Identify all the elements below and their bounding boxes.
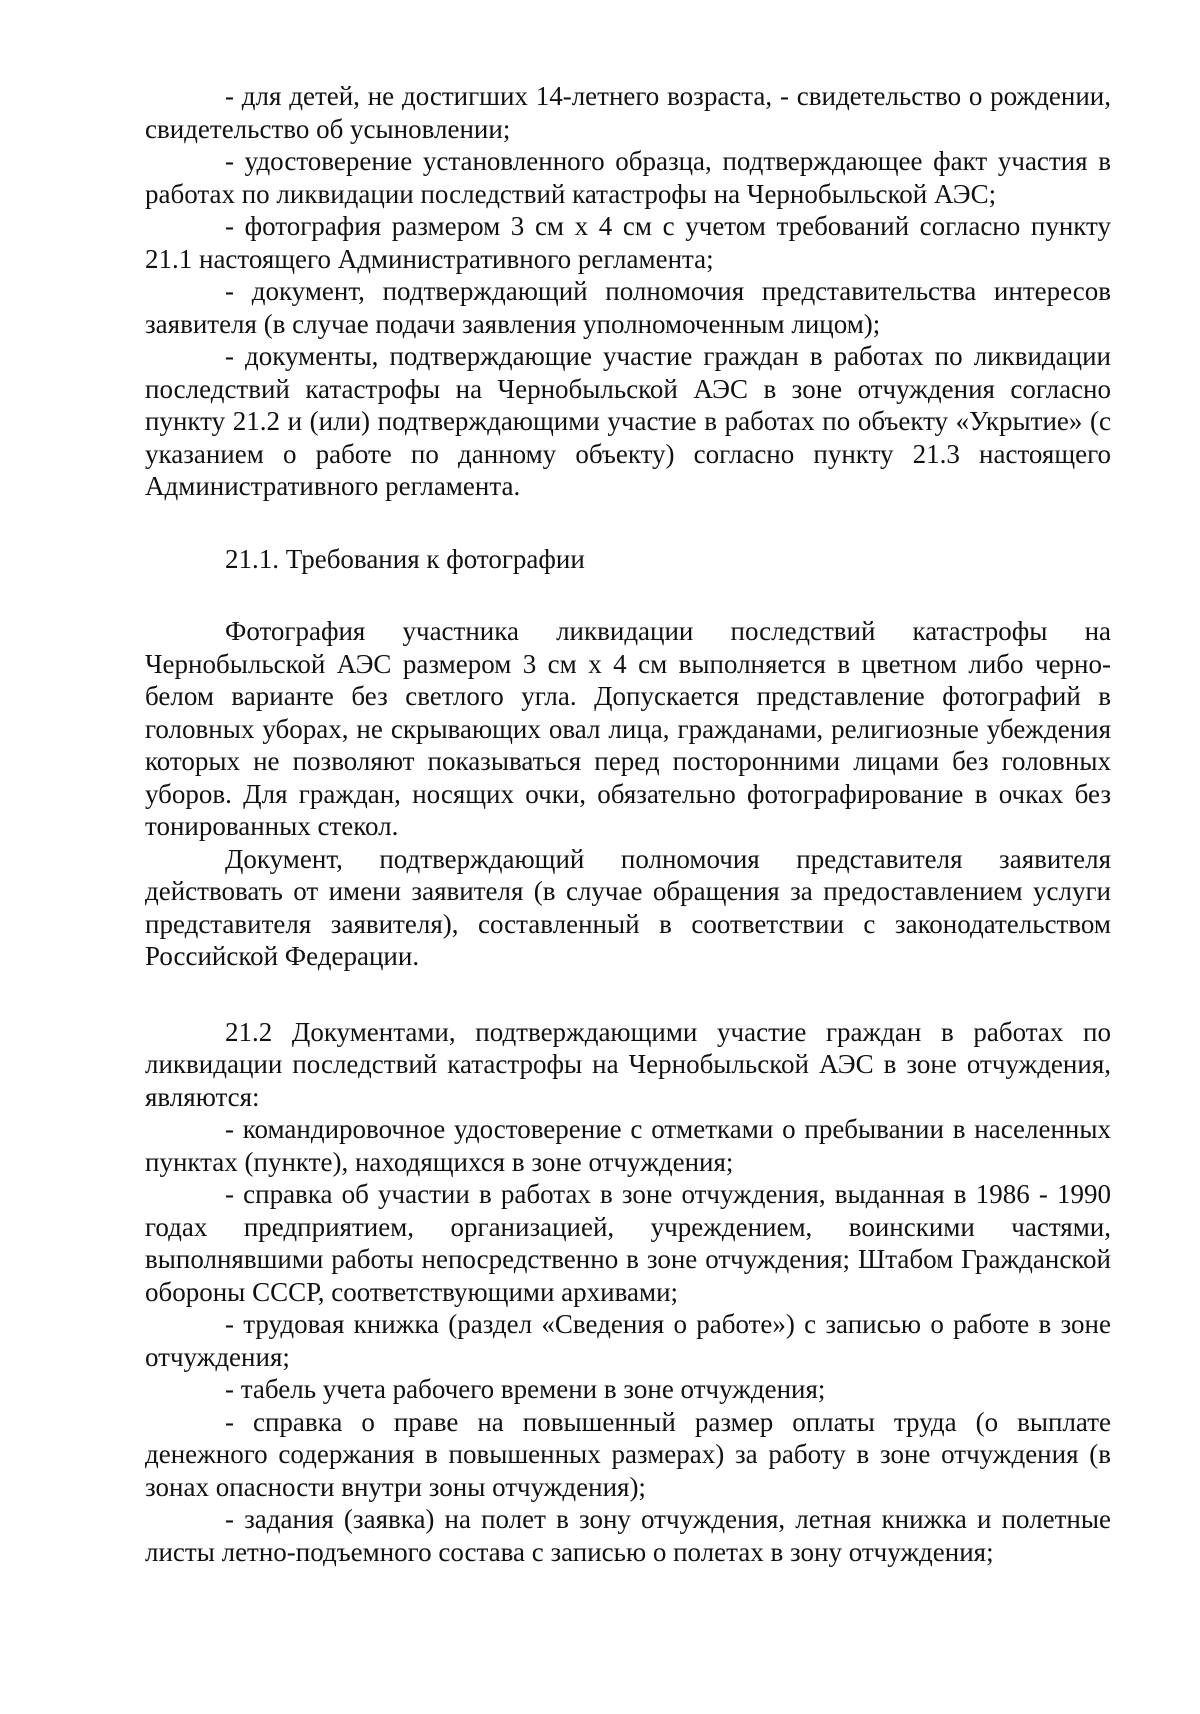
paragraph-photo-requirements: Фотография участника ликвидации последствий катастрофы на Чернобыльской АЭС размером 3 см х 4 см выполняется в цветном либо черно-белом варианте без светлого угла. Допускается представление фотографий в головных уборах, не скрывающих овал лица, гражданами, религиозные убеждения которых не позволяют показываться перед посторонними лицами без головных уборов. Для граждан, носящих очки, обязательно фотографирование в очках без тонированных стекол. [145,616,1111,841]
section-heading-21-1: 21.1. Требования к фотографии [225,543,585,574]
document-page [145,80,1111,1568]
paragraph-representative-authority: Документ, подтверждающий полномочия представителя заявителя действовать от имени заявителя (в случае обращения за предоставлением услуги представителя заявителя), составленный в соответствии с законодательством Российской Федерации. [145,843,1111,971]
list-item-participation-documents: - документы, подтверждающие участие граждан в работах по ликвидации последствий катастрофы на Чернобыльской АЭС в зоне отчуждения согласно пункту 21.2 и (или) подтверждающими участие в работах по объекту «Укрытие» (с указанием о работе по данному объекту) согласно пункту 21.3 настоящего Административного регламента. [145,341,1111,501]
list-item-flight-records: - задания (заявка) на полет в зону отчуждения, летная книжка и полетные листы летно-подъемного состава с записью о полетах в зону отчуждения; [145,1504,1111,1567]
list-item-work-record-book: - трудовая книжка (раздел «Сведения о работе») с записью о работе в зоне отчуждения; [145,1309,1111,1372]
list-item-increased-pay-reference: - справка о праве на повышенный размер оплаты труда (о выплате денежного содержания в повышенных размерах) за работу в зоне отчуждения (в зонах опасности внутри зоны отчуждения); [145,1406,1111,1502]
paragraph-21-2-intro: 21.2 Документами, подтверждающими участие граждан в работах по ликвидации последствий катастрофы на Чернобыльской АЭС в зоне отчуждения, являются: [145,1016,1111,1112]
list-item-representative-document: - документ, подтверждающий полномочия представительства интересов заявителя (в случае подачи заявления уполномоченным лицом); [145,276,1111,339]
list-item-birth-certificate: - для детей, не достигших 14-летнего возраста, - свидетельство о рождении, свидетельство об усыновлении; [145,81,1111,144]
list-item-timesheet: - табель учета рабочего времени в зоне отчуждения; [225,1374,826,1404]
list-item-travel-certificate: - командировочное удостоверение с отметками о пребывании в населенных пунктах (пункте), находящихся в зоне отчуждения; [145,1114,1111,1177]
list-item-participation-reference: - справка об участии в работах в зоне отчуждения, выданная в 1986 - 1990 годах предприятием, организацией, учреждением, воинскими частями, выполнявшими работы непосредственно в зоне отчуждения; Штабом Гражданской обороны СССР, соответствующими архивами; [145,1179,1111,1307]
list-item-photo: - фотография размером 3 см х 4 см с учетом требований согласно пункту 21.1 настоящего Административного регламента; [145,211,1111,274]
list-item-liquidator-certificate: - удостоверение установленного образца, подтверждающее факт участия в работах по ликвидации последствий катастрофы на Чернобыльской АЭС; [145,146,1111,209]
